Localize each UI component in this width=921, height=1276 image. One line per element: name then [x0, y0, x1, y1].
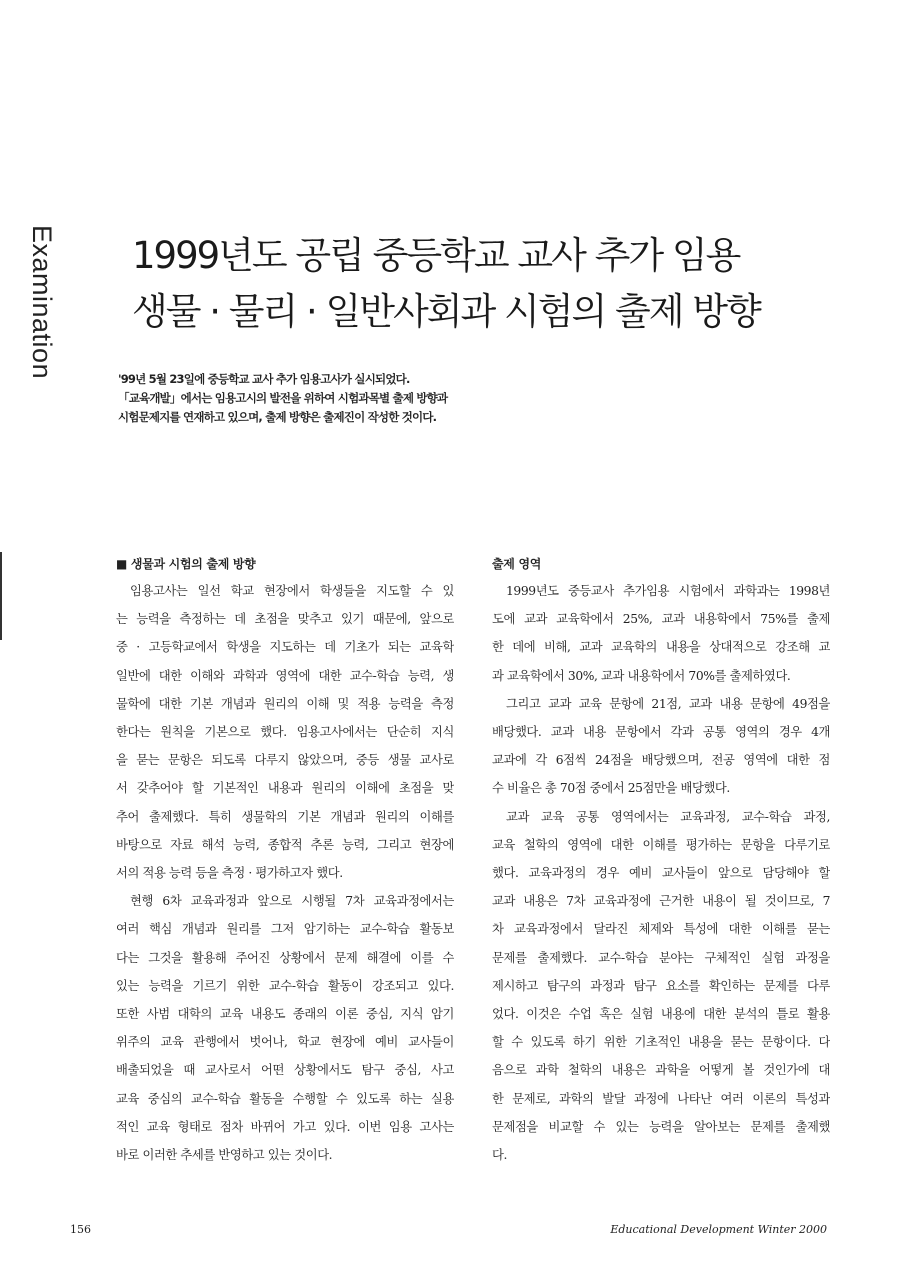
body-line: 있는 능력을 기르기 위한 교수-학습 활동이 강조되고 있다. — [116, 978, 454, 993]
body-line: 바탕으로 자료 해석 능력, 종합적 추론 능력, 그리고 현장에 — [116, 837, 454, 852]
body-line: 했다. 교육과정의 경우 예비 교사들이 앞으로 담당해야 할 — [492, 866, 830, 881]
lead-line-2: 「교육개발」에서는 임용고시의 발전을 위하여 시험과목별 출제 방향과 — [118, 391, 448, 405]
body-line: 바로 이러한 추세를 반영하고 있는 것이다. — [116, 1148, 333, 1163]
body-line: 여러 핵심 개념과 원리를 그저 암기하는 교수-학습 활동보 — [116, 922, 454, 937]
body-line: 는 능력을 측정하는 데 초점을 맞추고 있기 때문에, 앞으로 — [116, 612, 454, 627]
left-column-heading: ■ 생물과 시험의 출제 방향 — [116, 557, 256, 571]
left-column — [116, 553, 454, 1169]
body-line: 한 문제로, 과학의 발달 과정에 나타난 여러 이론의 특성과 — [492, 1091, 830, 1106]
lead-paragraph — [118, 370, 818, 427]
body-line: 적인 교육 형태로 점차 바뀌어 가고 있다. 이번 임용 고사는 — [116, 1119, 454, 1134]
body-line: 문제점을 비교할 수 있는 능력을 알아보는 문제를 출제했 — [492, 1119, 830, 1134]
body-line: 교육 중심의 교수-학습 활동을 수행할 수 있도록 하는 실용 — [116, 1091, 454, 1106]
title-line-1: 1999년도 공립 중등학교 교사 추가 임용 — [132, 234, 740, 277]
body-line: 배당했다. 교과 내용 문항에서 각과 공통 영역의 경우 4개 — [492, 725, 830, 740]
body-line: 1999년도 중등교사 추가임용 시험에서 과학과는 1998년 — [506, 584, 830, 598]
body-line: 교과에 각 6점씩 24점을 배당했으며, 전공 영역에 대한 점 — [492, 753, 830, 768]
body-line: 임용고사는 일선 학교 현장에서 학생들을 지도할 수 있 — [130, 584, 454, 598]
body-line: 할 수 있도록 하기 위한 기초적인 내용을 묻는 문항이다. 다 — [492, 1035, 830, 1050]
body-line: 문제를 출제했다. 교수-학습 분야는 구체적인 실험 과정을 — [492, 950, 830, 965]
body-line: 도에 교과 교육학에서 25%, 교과 내용학에서 75%를 출제 — [492, 612, 830, 627]
body-line: 과 교육학에서 30%, 교과 내용학에서 70%를 출제하였다. — [492, 668, 791, 683]
body-line: 그리고 교과 교육 문항에 21점, 교과 내용 문항에 49점을 — [506, 696, 830, 711]
body-line: 중 · 고등학교에서 학생을 지도하는 데 기초가 되는 교육학 — [116, 640, 454, 655]
right-column-heading: 출제 영역 — [492, 557, 542, 571]
body-line: 교과 내용은 7차 교육과정에 근거한 내용이 될 것이므로, 7 — [492, 894, 830, 909]
body-line: 다. — [492, 1148, 507, 1163]
body-line: 한 데에 비해, 교과 교육학의 내용을 상대적으로 강조해 교 — [492, 640, 830, 655]
body-line: 현행 6차 교육과정과 앞으로 시행될 7차 교육과정에서는 — [130, 894, 454, 909]
body-line: 배출되었을 때 교사로서 어떤 상황에서도 탐구 중심, 사고 — [116, 1063, 454, 1078]
body-line: 물학에 대한 기본 개념과 원리의 이해 및 적용 능력을 측정 — [116, 696, 454, 711]
body-line: 일반에 대한 이해와 과학과 영역에 대한 교수-학습 능력, 생 — [116, 668, 454, 683]
body-line: 또한 사범 대학의 교육 내용도 종래의 이론 중심, 지식 암기 — [116, 1007, 454, 1022]
body-line: 었다. 이것은 수업 혹은 실험 내용에 대한 분석의 틀로 활용 — [492, 1007, 830, 1022]
body-line: 위주의 교육 관행에서 벗어나, 학교 현장에 예비 교사들이 — [116, 1035, 454, 1050]
page-number: 156 — [70, 1223, 91, 1236]
body-line: 다는 그것을 활용해 주어진 상황에서 문제 해결에 이를 수 — [116, 950, 454, 965]
body-line: 수 비율은 총 70점 중에서 25점만을 배당했다. — [492, 781, 730, 796]
article-title — [132, 228, 872, 340]
section-label: Examination — [27, 225, 57, 380]
body-line: 추어 출제했다. 특히 생물학의 기본 개념과 원리의 이해를 — [116, 809, 454, 824]
body-line: 차 교육과정에서 달라진 체제와 특성에 대한 이해를 묻는 — [492, 922, 830, 937]
lead-line-1: '99년 5월 23일에 중등학교 교사 추가 임용고사가 실시되었다. — [118, 372, 410, 386]
body-line: 교과 교육 공통 영역에서는 교육과정, 교수-학습 과정, — [506, 809, 830, 824]
body-line: 한다는 원칙을 기본으로 했다. 임용고사에서는 단순히 지식 — [116, 725, 454, 740]
title-line-2: 생물 · 물리 · 일반사회과 시험의 출제 방향 — [132, 290, 760, 333]
body-line: 서 갖추어야 할 기본적인 내용과 원리의 이해에 초점을 맞 — [116, 781, 454, 796]
body-line: 음으로 과학 철학의 내용은 과학을 어떻게 볼 것인가에 대 — [492, 1063, 830, 1078]
margin-rule — [0, 552, 2, 640]
body-line: 교육 철학의 영역에 대한 이해를 평가하는 문항을 다루기로 — [492, 837, 830, 852]
body-line: 제시하고 탐구의 과정과 탐구 요소를 확인하는 문제를 다루 — [492, 978, 830, 993]
right-column — [492, 553, 830, 1169]
body-line: 서의 적용 능력 등을 측정 · 평가하고자 했다. — [116, 866, 343, 881]
lead-line-3: 시험문제지를 연재하고 있으며, 출제 방향은 출제진이 작성한 것이다. — [118, 410, 437, 424]
body-line: 을 묻는 문항은 되도록 다루지 않았으며, 중등 생물 교사로 — [116, 753, 454, 768]
journal-name: Educational Development Winter 2000 — [610, 1223, 827, 1236]
